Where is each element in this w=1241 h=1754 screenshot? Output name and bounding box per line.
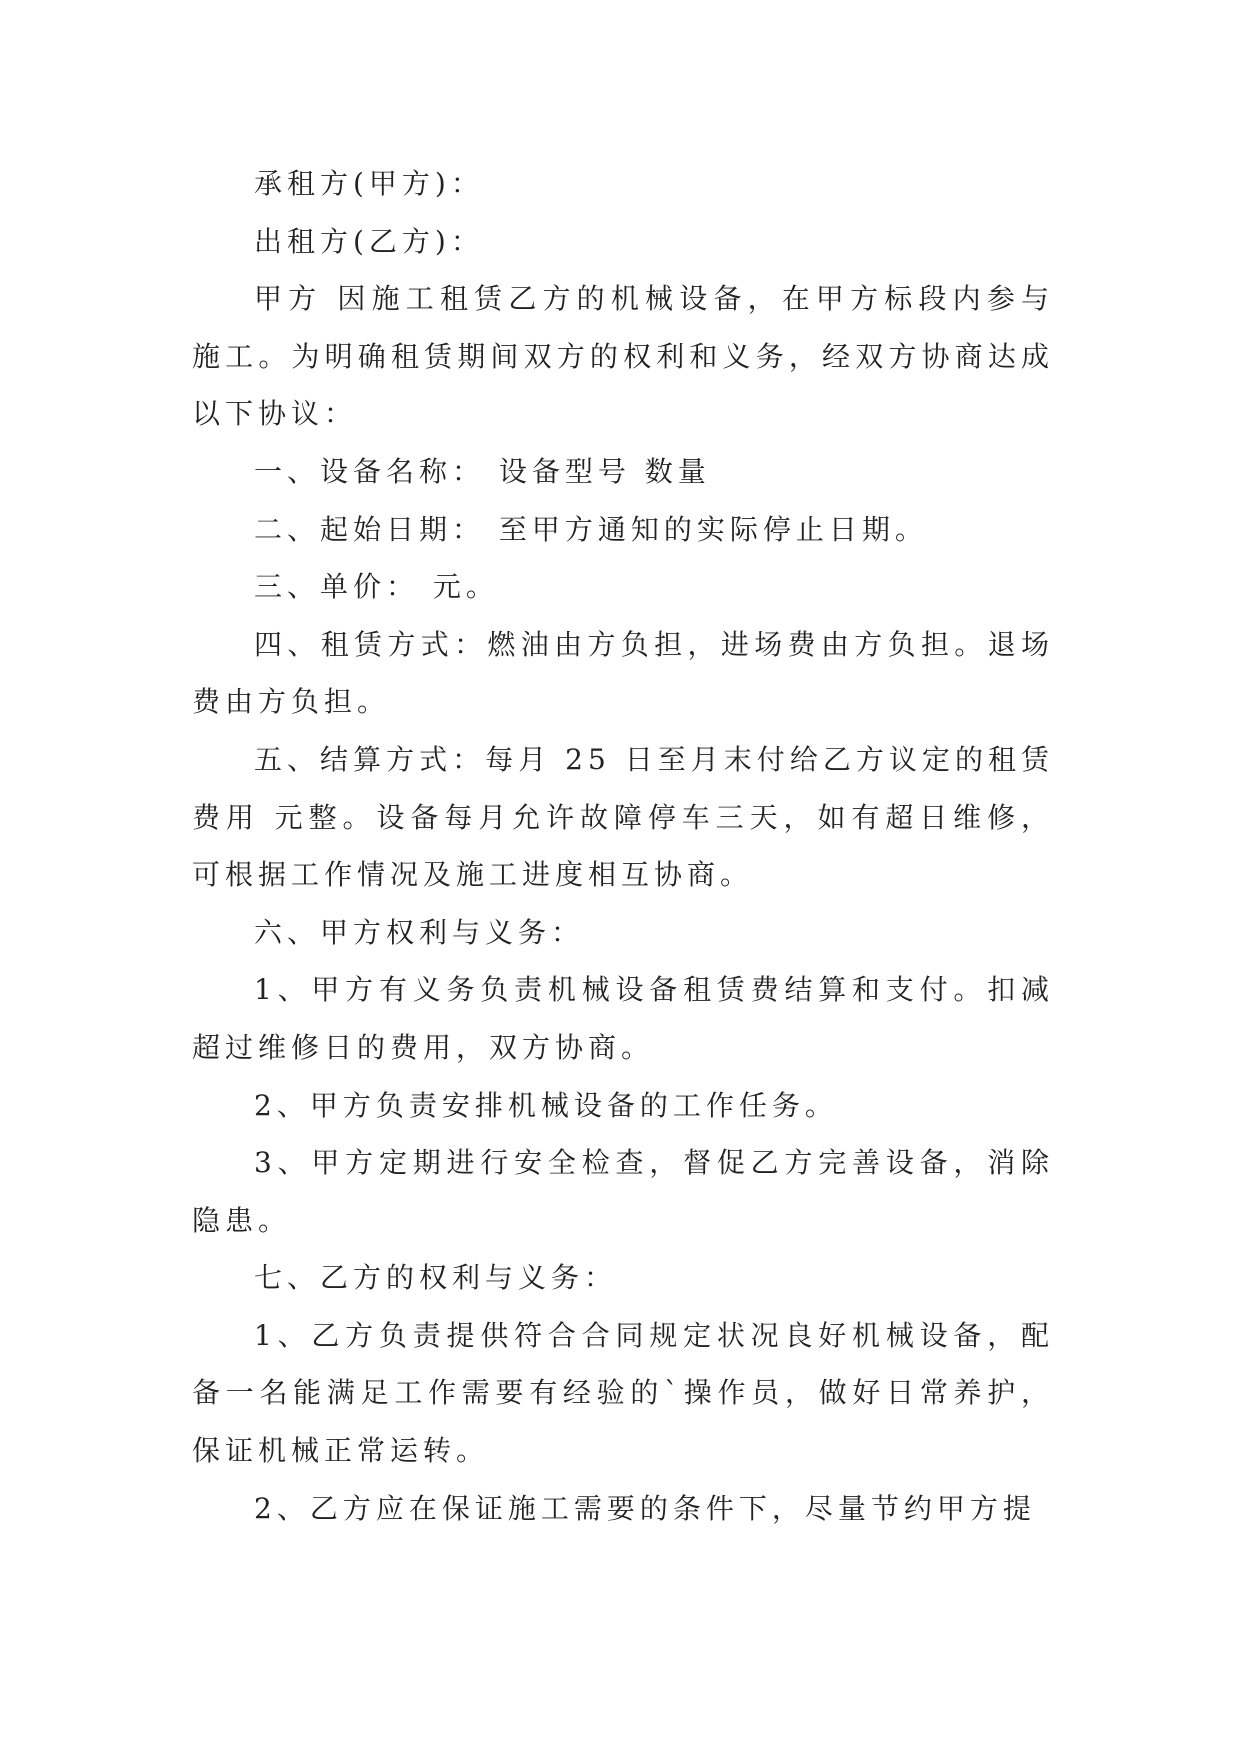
text-line: 以下协议： <box>192 397 358 431</box>
paragraph <box>192 558 1054 616</box>
text-line: 出租方(乙方)： <box>254 224 484 258</box>
text-line: 3、甲方定期进行安全检查，督促乙方完善设备，消除 <box>254 1146 1054 1180</box>
text-line: 施工。为明确租赁期间双方的权利和义务，经双方协商达成 <box>192 339 1054 373</box>
text-line: 二、起始日期： 至甲方通知的实际停止日期。 <box>254 512 928 546</box>
text-line: 2、乙方应在保证施工需要的条件下，尽量节约甲方提 <box>254 1491 1036 1525</box>
text-line: 隐患。 <box>192 1203 292 1237</box>
paragraph <box>192 443 1054 501</box>
text-line: 六、甲方权利与义务： <box>254 915 585 949</box>
paragraph <box>192 270 1054 443</box>
text-line: 备一名能满足工作需要有经验的`操作员，做好日常养护， <box>192 1376 1054 1410</box>
paragraph <box>192 1249 1054 1307</box>
text-line: 甲方 因施工租赁乙方的机械设备，在甲方标段内参与 <box>254 282 1054 316</box>
paragraph <box>192 1134 1054 1249</box>
paragraph <box>192 213 1054 271</box>
text-line: 2、甲方负责安排机械设备的工作任务。 <box>254 1088 838 1122</box>
text-line: 费用 元整。设备每月允许故障停车三天，如有超日维修， <box>192 800 1054 834</box>
paragraph <box>192 1307 1054 1480</box>
text-line: 1、乙方负责提供符合合同规定状况良好机械设备，配 <box>254 1318 1054 1352</box>
text-line: 四、租赁方式：燃油由方负担，进场费由方负担。退场 <box>254 627 1054 661</box>
document-body <box>192 155 1054 1537</box>
paragraph <box>192 961 1054 1076</box>
text-line: 可根据工作情况及施工进度相互协商。 <box>192 858 754 892</box>
text-line: 超过维修日的费用，双方协商。 <box>192 1030 655 1064</box>
paragraph <box>192 1480 1054 1538</box>
paragraph <box>192 616 1054 731</box>
text-line: 七、乙方的权利与义务： <box>254 1261 618 1295</box>
text-line: 承租方(甲方)： <box>254 167 484 200</box>
text-line: 费由方负担。 <box>192 685 391 719</box>
paragraph <box>192 501 1054 559</box>
text-line: 五、结算方式：每月 25 日至月末付给乙方议定的租赁 <box>254 742 1054 776</box>
text-line: 保证机械正常运转。 <box>192 1434 490 1468</box>
paragraph <box>192 1077 1054 1135</box>
text-line: 三、单价： 元。 <box>254 570 499 604</box>
paragraph <box>192 731 1054 904</box>
text-line: 1、甲方有义务负责机械设备租赁费结算和支付。扣减 <box>254 973 1054 1007</box>
text-line: 一、设备名称： 设备型号 数量 <box>254 454 711 488</box>
paragraph <box>192 155 1054 213</box>
paragraph <box>192 904 1054 962</box>
